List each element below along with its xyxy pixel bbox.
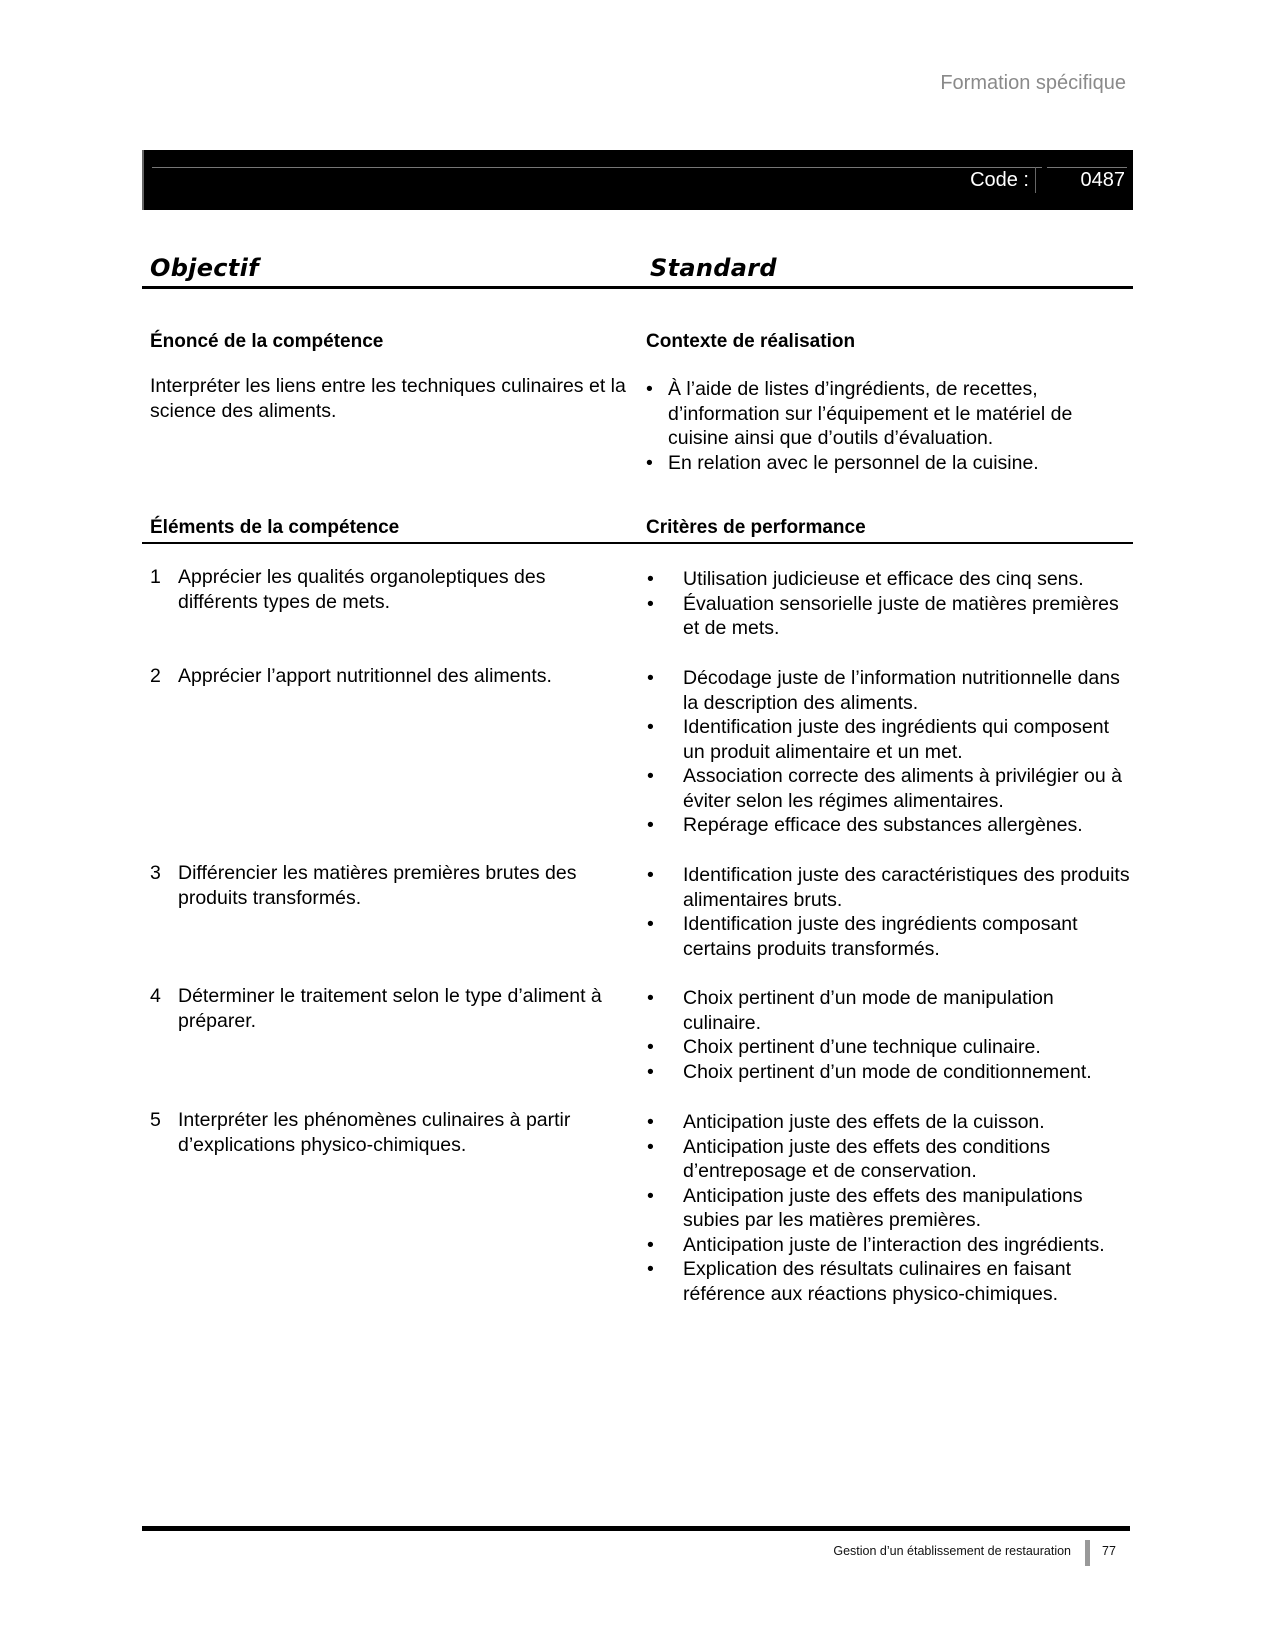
bullet-icon: •: [647, 667, 654, 689]
element-item: [150, 1108, 630, 1157]
bullet-icon: •: [647, 987, 654, 1009]
element-text: Déterminer le traitement selon le type d’aliment à préparer.: [178, 985, 602, 1032]
element-text: Apprécier les qualités organoleptiques des différents types de mets.: [178, 566, 546, 613]
criteria-item: • Identification juste des caractéristiques des produits alimentaires bruts.: [647, 864, 1130, 911]
bullet-icon: •: [647, 1233, 654, 1256]
enonce-heading: Énoncé de la compétence: [150, 331, 384, 352]
bullet-icon: •: [647, 814, 654, 836]
criteria-item: • Repérage efficace des substances allergènes.: [647, 814, 1083, 836]
bullet-icon: •: [647, 864, 654, 886]
element-item: [150, 664, 630, 689]
bullet-icon: •: [646, 451, 653, 474]
code-bar: [142, 150, 1133, 210]
criteria-item: • Décodage juste de l’information nutritionnelle dans la description des aliments.: [647, 667, 1120, 714]
element-number: 5: [150, 1109, 161, 1131]
criteria-list: [646, 666, 1136, 838]
element-item: [150, 984, 630, 1033]
criteria-item: • Association correcte des aliments à privilégier ou à éviter selon les régimes alimentaires.: [647, 765, 1122, 812]
bullet-icon: •: [647, 568, 654, 590]
criteria-list: [646, 567, 1136, 641]
bullet-icon: •: [647, 1060, 654, 1083]
bullet-icon: •: [646, 378, 653, 400]
criteria-item: • Identification juste des ingrédients composant certains produits transformés.: [647, 913, 1078, 960]
element-number: 4: [150, 985, 161, 1007]
code-value: 0487: [1080, 169, 1125, 191]
code-bar-rule-right: [1047, 167, 1127, 168]
element-item: [150, 565, 630, 614]
bullet-icon: •: [647, 716, 654, 738]
bullet-icon: •: [647, 1184, 654, 1207]
criteria-item: • Anticipation juste des effets des conditions d’entreposage et de conservation.: [647, 1135, 1051, 1182]
criteres-heading: Critères de performance: [646, 517, 866, 538]
criteria-item: • Choix pertinent d’un mode de manipulation culinaire.: [647, 987, 1054, 1034]
footer-title: Gestion d’un établissement de restauration: [833, 1544, 1071, 1558]
criteria-item: • Choix pertinent d’une technique culinaire.: [647, 1036, 1041, 1058]
column-title-objectif: Objectif: [150, 254, 259, 282]
criteria-list: [646, 986, 1136, 1084]
contexte-heading: Contexte de réalisation: [646, 331, 856, 352]
criteria-item: • Explication des résultats culinaires en faisant référence aux réactions physico-chimiques.: [647, 1258, 1072, 1305]
footer-rule: [142, 1526, 1130, 1531]
element-number: 2: [150, 665, 161, 687]
criteria-item: • Anticipation juste des effets des manipulations subies par les matières premières.: [647, 1184, 1083, 1231]
criteria-item: • Identification juste des ingrédients qui composent un produit alimentaire et un met.: [647, 716, 1110, 763]
criteria-item: • Utilisation judicieuse et efficace des cinq sens.: [647, 568, 1084, 590]
bullet-icon: •: [647, 765, 654, 787]
elements-rule: [142, 542, 1133, 544]
column-title-rule: [142, 286, 1133, 289]
criteria-item: • Choix pertinent d’un mode de conditionnement.: [647, 1060, 1092, 1083]
element-text: Interpréter les phénomènes culinaires à partir d’explications physico-chimiques.: [178, 1109, 571, 1156]
element-number: 1: [150, 566, 161, 588]
criteria-item: • Évaluation sensorielle juste de matières premières et de mets.: [647, 592, 1119, 639]
code-bar-separator: [1035, 167, 1036, 193]
bullet-icon: •: [647, 1135, 654, 1158]
contexte-item: • À l’aide de listes d’ingrédients, de recettes, d’information sur l’équipement et le matériel de cuisine ainsi que d’outils d’évaluation.: [646, 378, 1073, 449]
bullet-icon: •: [647, 1258, 654, 1280]
criteria-item: • Anticipation juste de l’interaction des ingrédients.: [647, 1233, 1105, 1256]
criteria-list: [646, 863, 1136, 961]
element-text: Apprécier l’apport nutritionnel des aliments.: [178, 665, 552, 687]
code-bar-rule: [152, 167, 1042, 168]
element-item: [150, 861, 630, 910]
criteria-list: [646, 1110, 1136, 1306]
bullet-icon: •: [647, 913, 654, 935]
criteria-item: • Anticipation juste des effets de la cuisson.: [647, 1111, 1045, 1133]
page-number: 77: [1102, 1544, 1116, 1558]
footer-separator: [1085, 1540, 1090, 1566]
bullet-icon: •: [647, 1111, 654, 1133]
element-number: 3: [150, 862, 161, 884]
bullet-icon: •: [647, 1036, 654, 1058]
enonce-text: Interpréter les liens entre les techniques culinaires et la science des aliments.: [150, 375, 626, 422]
running-head: Formation spécifique: [940, 72, 1126, 94]
element-text: Différencier les matières premières brutes des produits transformés.: [178, 862, 577, 909]
contexte-item: • En relation avec le personnel de la cuisine.: [646, 451, 1039, 474]
column-title-standard: Standard: [650, 254, 777, 282]
contexte-list: [646, 377, 1116, 475]
code-label: Code :: [970, 169, 1029, 191]
bullet-icon: •: [647, 592, 654, 615]
elements-heading: Éléments de la compétence: [150, 517, 400, 538]
